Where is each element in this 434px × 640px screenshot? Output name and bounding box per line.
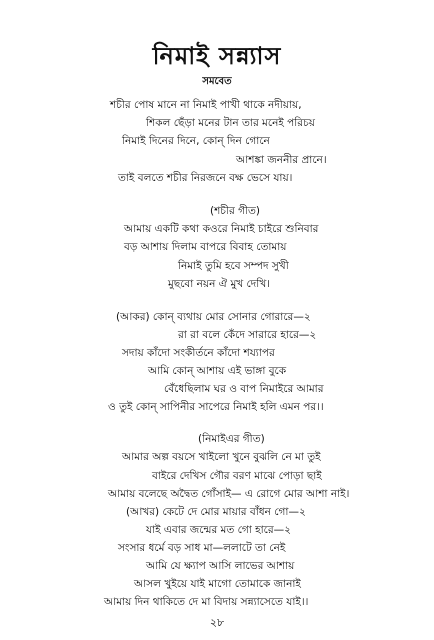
- song-heading: (শচীর গীত): [210, 205, 260, 217]
- page-number: ২৮: [209, 616, 225, 629]
- verse-line: আমায় একটি কথা কওরে নিমাই চাইরে শুনিবার: [124, 223, 319, 235]
- verse-line: নিমাই তুমি হবে সম্পদ সুখী: [178, 260, 289, 272]
- verse-line: আমায় বলেছে অদ্বৈত গোঁসাই— এ রোগে মোর আশা নাই।: [108, 488, 350, 500]
- verse-line: বেঁধেছিলাম ঘর ও বাপ নিমাইরে আমার: [164, 383, 324, 395]
- verse-line: রা রা বলে কেঁদে সারারে হারে—২: [178, 329, 317, 341]
- verse-line: আসল খুইয়ে যাই মাগো তোমাকে জানাই: [134, 578, 301, 590]
- verse-line: বড় আশায় দিলাম বাপরে বিবাহ তোমায়: [124, 241, 287, 253]
- page-subtitle: সমবেত: [202, 76, 232, 87]
- page-title: নিমাই সন্ন্যাস: [152, 42, 282, 70]
- verse-line: সংসার ধর্মে বড় সাধ মা—ললাটে তা নেই: [118, 542, 286, 554]
- verse-line: ও তুই কোন্‌ সাপিনীর সাপেরে নিমাই হলি এমন পর।।: [108, 401, 324, 413]
- verse-line: আমায় দিন থাকিতে দে মা বিদায় সন্ন্যাসেতে যাই।।: [104, 596, 309, 608]
- verse-line: যাই এবার জন্মের মত গো হারে—২: [146, 524, 292, 536]
- verse-line: (আকর) কোন্‌ ব্যথায় মোর সোনার গোরারে—২: [116, 311, 311, 323]
- verse-line: (আখর) কেটে দে মোর মায়ার বাঁধন গো—২: [126, 506, 306, 518]
- verse-line: আমার অল্প বয়সে খাইলো খুনে বুঝলি নে মা তুই: [122, 451, 321, 463]
- verse-line: শচীর পোষ মানে না নিমাই পাখী থাকে নদীয়ায়,: [110, 99, 302, 111]
- verse-line: তাই বলতে শচীর নিরজনে বক্ষ ভেসে যায়।: [118, 172, 293, 184]
- verse-line: শিকল ছেঁড়া মনের টান তার মনেই পরিচয়: [146, 117, 315, 129]
- verse-line: আমি যে ক্ষ্যাপ আসি লাভের আশায়: [146, 560, 295, 572]
- verse-line: নিমাই দিনের দিনে, কোন্‌ দিন গোনে: [122, 135, 270, 147]
- verse-line: বাইরে দেখিস গৌর বরণ মাঝে পোড়া ছাই: [152, 470, 322, 482]
- verse-line: মুছবো নয়ন ঐ মুখ দেখি।: [168, 278, 270, 290]
- verse-line: আমি কোন্‌ আশায় এই ভাঙ্গা বুকে: [148, 365, 287, 377]
- verse-line: সদায় কাঁদো সংকীর্তনে কাঁদো শয্যাপর: [122, 347, 275, 359]
- song-heading: (নিমাইএর গীত): [198, 433, 265, 445]
- verse-line: আশঙ্কা জননীর প্রানে।: [236, 154, 327, 166]
